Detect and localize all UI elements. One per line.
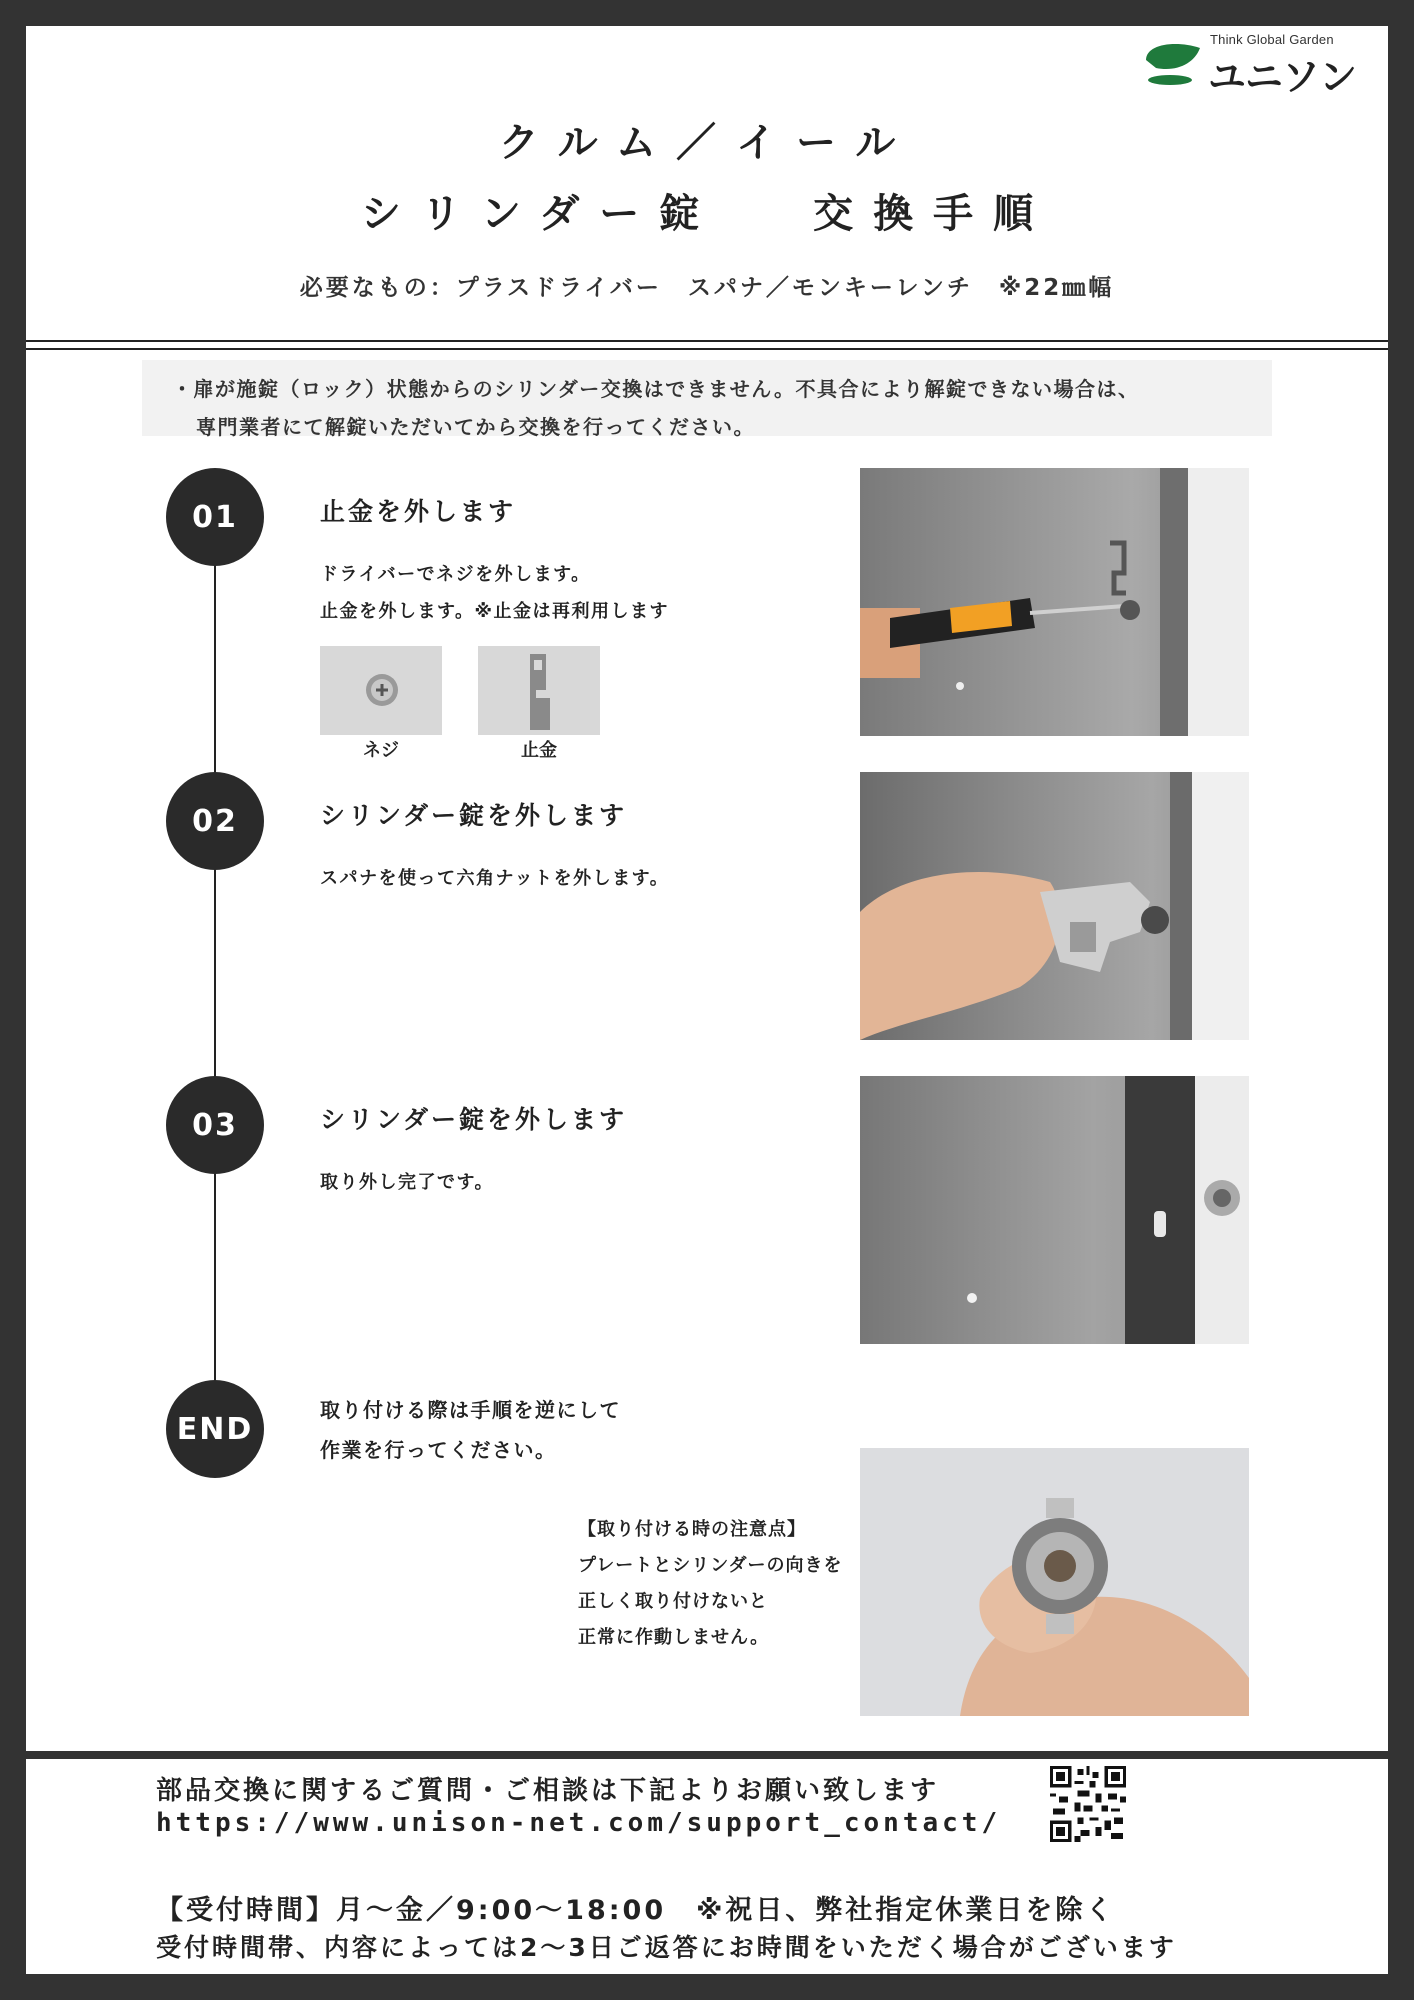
step-line: 取り外し完了です。 [320,1172,495,1193]
brand-tagline: Think Global Garden [1210,32,1334,47]
qr-code[interactable] [1050,1766,1126,1842]
instruction-sheet [26,26,1388,1974]
step-title: シリンダー錠を外します [320,801,628,830]
step-title: シリンダー錠を外します [320,1105,628,1134]
page-title-product: クルム／イール [498,120,916,166]
step-line: スパナを使って六角ナットを外します。 [320,868,670,889]
installation-caution [578,1512,843,1656]
divider [26,348,1388,350]
page-title-procedure: シリンダー錠 交換手順 [360,191,1054,237]
step-number-badge: 01 [166,468,264,566]
step-line: 止金を外します。※止金は再利用します [320,601,670,622]
step-description [320,556,669,630]
step-description [320,860,669,897]
caution-line: 正しく取り付けないと [578,1591,768,1612]
contact-heading: 部品交換に関するご質問・ご相談は下記よりお願い致します [156,1776,940,1806]
brand-logo [1142,30,1382,99]
caution-line: 正常に作動しません。 [578,1627,770,1648]
step-number-badge: 02 [166,772,264,870]
screw-photo [320,646,442,735]
timeline-line [214,516,216,1436]
step-description [320,1164,494,1201]
stopper-plate-photo [478,646,600,735]
notice-line: 専門業者にて解錠いただいてから交換を行ってください。 [196,415,755,439]
step-line: ドライバーでネジを外します。 [320,564,591,585]
footer-divider [26,1751,1388,1759]
screw-caption: ネジ [363,740,399,761]
reception-hours: 【受付時間】月～金／9:00～18:00 ※祝日、弊社指定休業日を除く [156,1895,1116,1926]
support-url-link[interactable]: https://www.unison-net.com/support_contact/ [156,1808,1002,1838]
step-title: 止金を外します [320,497,517,526]
end-description [320,1390,621,1470]
end-badge: END [166,1380,264,1478]
stopper-caption: 止金 [521,740,557,761]
notice-line: ・扉が施錠（ロック）状態からのシリンダー交換はできません。不具合により解錠できない場合は、 [172,377,1140,401]
step1-photo-screwdriver [860,468,1249,736]
leaf-icon [1142,38,1202,86]
step-number-badge: 03 [166,1076,264,1174]
brand-name: ユニソン [1208,55,1357,99]
step-line: 取り付ける際は手順を逆にして [320,1398,621,1422]
required-tools: 必要なもの：プラスドライバー スパナ／モンキーレンチ ※22㎜幅 [299,275,1115,301]
caution-line: プレートとシリンダーの向きを [578,1555,843,1576]
step-line: 作業を行ってください。 [320,1438,557,1462]
cylinder-in-hand-photo [860,1448,1249,1716]
step2-photo-wrench [860,772,1249,1040]
step3-photo-removed [860,1076,1249,1344]
caution-heading: 【取り付ける時の注意点】 [578,1519,806,1540]
reception-note: 受付時間帯、内容によっては2～3日ご返答にお時間をいただく場合がございます [156,1933,1177,1962]
notice-box [142,360,1272,439]
divider [26,340,1388,342]
